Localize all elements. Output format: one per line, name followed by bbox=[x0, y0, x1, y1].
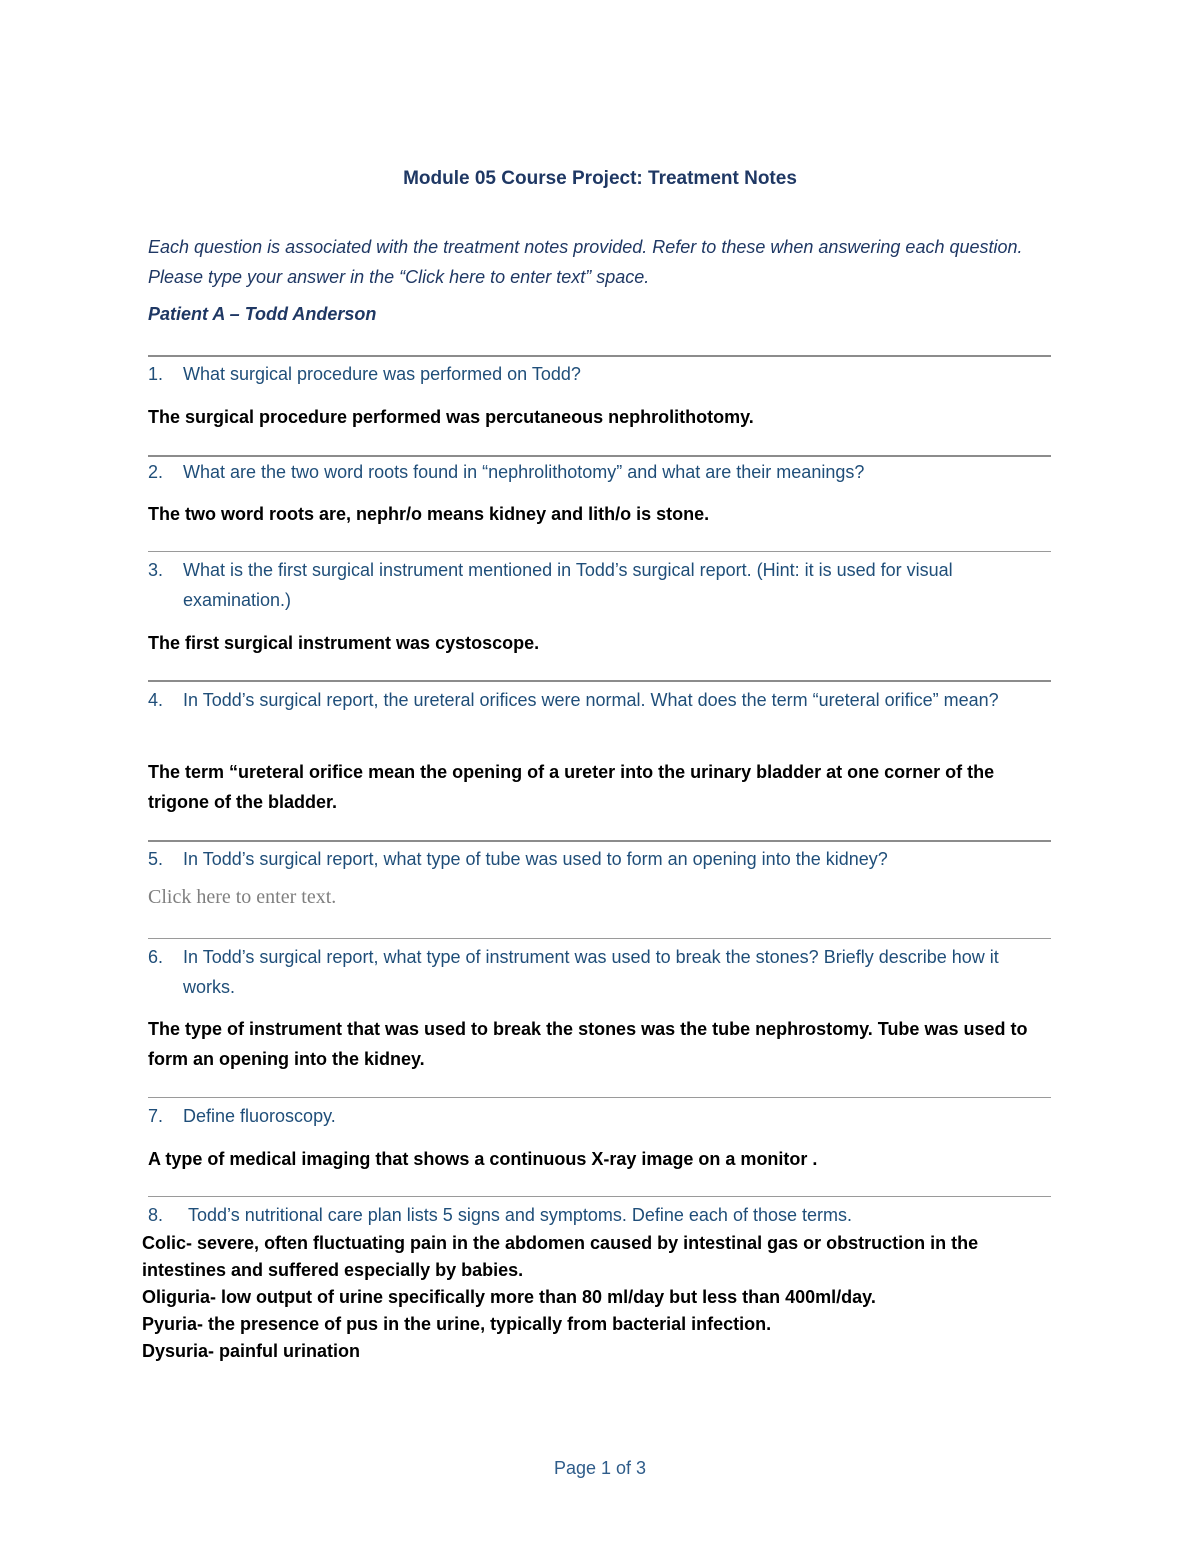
question-4 bbox=[148, 685, 1048, 715]
answer-3[interactable]: The first surgical instrument was cystoscope. bbox=[148, 633, 540, 653]
question-text: In Todd’s surgical report, what type of tube was used to form an opening into the kidney? bbox=[183, 849, 888, 869]
section-divider bbox=[148, 355, 1051, 357]
section-divider bbox=[148, 938, 1051, 939]
question-6 bbox=[148, 942, 1048, 1002]
section-divider bbox=[148, 840, 1051, 842]
patient-heading: Patient A – Todd Anderson bbox=[148, 304, 377, 324]
question-text: In Todd’s surgical report, what type of instrument was used to break the stones? Briefly describe how it works. bbox=[183, 947, 999, 997]
definitions-answer[interactable] bbox=[142, 1230, 1052, 1365]
question-5 bbox=[148, 844, 1048, 874]
question-number: 4. bbox=[148, 690, 164, 710]
question-number: 6. bbox=[148, 947, 164, 967]
definition-dysuria: Dysuria- painful urination bbox=[142, 1341, 361, 1361]
question-number: 5. bbox=[148, 849, 164, 869]
document-title: Module 05 Course Project: Treatment Notes bbox=[403, 168, 797, 189]
definition-pyuria: Pyuria- the presence of pus in the urine, typically from bacterial infection. bbox=[142, 1314, 772, 1334]
question-text: Define fluoroscopy. bbox=[183, 1106, 336, 1126]
question-text: What are the two word roots found in “nephrolithotomy” and what are their meanings? bbox=[183, 462, 865, 482]
instructions-text: Each question is associated with the treatment notes provided. Refer to these when answering each question. Please type your answer in the “Click here to enter text” space. bbox=[148, 237, 1023, 287]
question-number: 8. bbox=[148, 1205, 164, 1225]
question-text: In Todd’s surgical report, the ureteral orifices were normal. What does the term “ureteral orifice” mean? bbox=[183, 690, 999, 710]
answer-4[interactable]: The term “ureteral orifice mean the opening of a ureter into the urinary bladder at one corner of the trigone of the bladder. bbox=[148, 762, 995, 812]
question-2 bbox=[148, 457, 1048, 487]
definition-colic: Colic- severe, often fluctuating pain in the abdomen caused by intestinal gas or obstruction in the intestines and suffered especially by babies. bbox=[142, 1233, 979, 1280]
section-divider bbox=[148, 551, 1051, 552]
definition-oliguria: Oliguria- low output of urine specifically more than 80 ml/day but less than 400ml/day. bbox=[142, 1287, 876, 1307]
question-number: 1. bbox=[148, 364, 164, 384]
question-8 bbox=[148, 1200, 1048, 1230]
question-1 bbox=[148, 359, 1048, 389]
question-number: 7. bbox=[148, 1106, 164, 1126]
page-number: Page 1 of 3 bbox=[553, 1458, 647, 1478]
section-divider bbox=[148, 1196, 1051, 1197]
answer-7[interactable]: A type of medical imaging that shows a continuous X-ray image on a monitor . bbox=[148, 1149, 818, 1169]
section-divider bbox=[148, 1097, 1051, 1098]
question-7 bbox=[148, 1101, 1048, 1131]
answer-1[interactable]: The surgical procedure performed was percutaneous nephrolithotomy. bbox=[148, 407, 754, 427]
answer-5-input[interactable]: Click here to enter text. bbox=[148, 886, 337, 908]
section-divider bbox=[148, 680, 1051, 682]
question-3 bbox=[148, 555, 1048, 615]
question-text: Todd’s nutritional care plan lists 5 signs and symptoms. Define each of those terms. bbox=[188, 1205, 852, 1225]
question-number: 3. bbox=[148, 560, 164, 580]
answer-2[interactable]: The two word roots are, nephr/o means kidney and lith/o is stone. bbox=[148, 504, 710, 524]
question-text: What is the first surgical instrument mentioned in Todd’s surgical report. (Hint: it is used for visual examination.) bbox=[183, 560, 953, 610]
question-number: 2. bbox=[148, 462, 164, 482]
question-text: What surgical procedure was performed on Todd? bbox=[183, 364, 581, 384]
answer-6[interactable]: The type of instrument that was used to break the stones was the tube nephrostomy. Tube was used to form an opening into the kidney. bbox=[148, 1019, 1028, 1069]
